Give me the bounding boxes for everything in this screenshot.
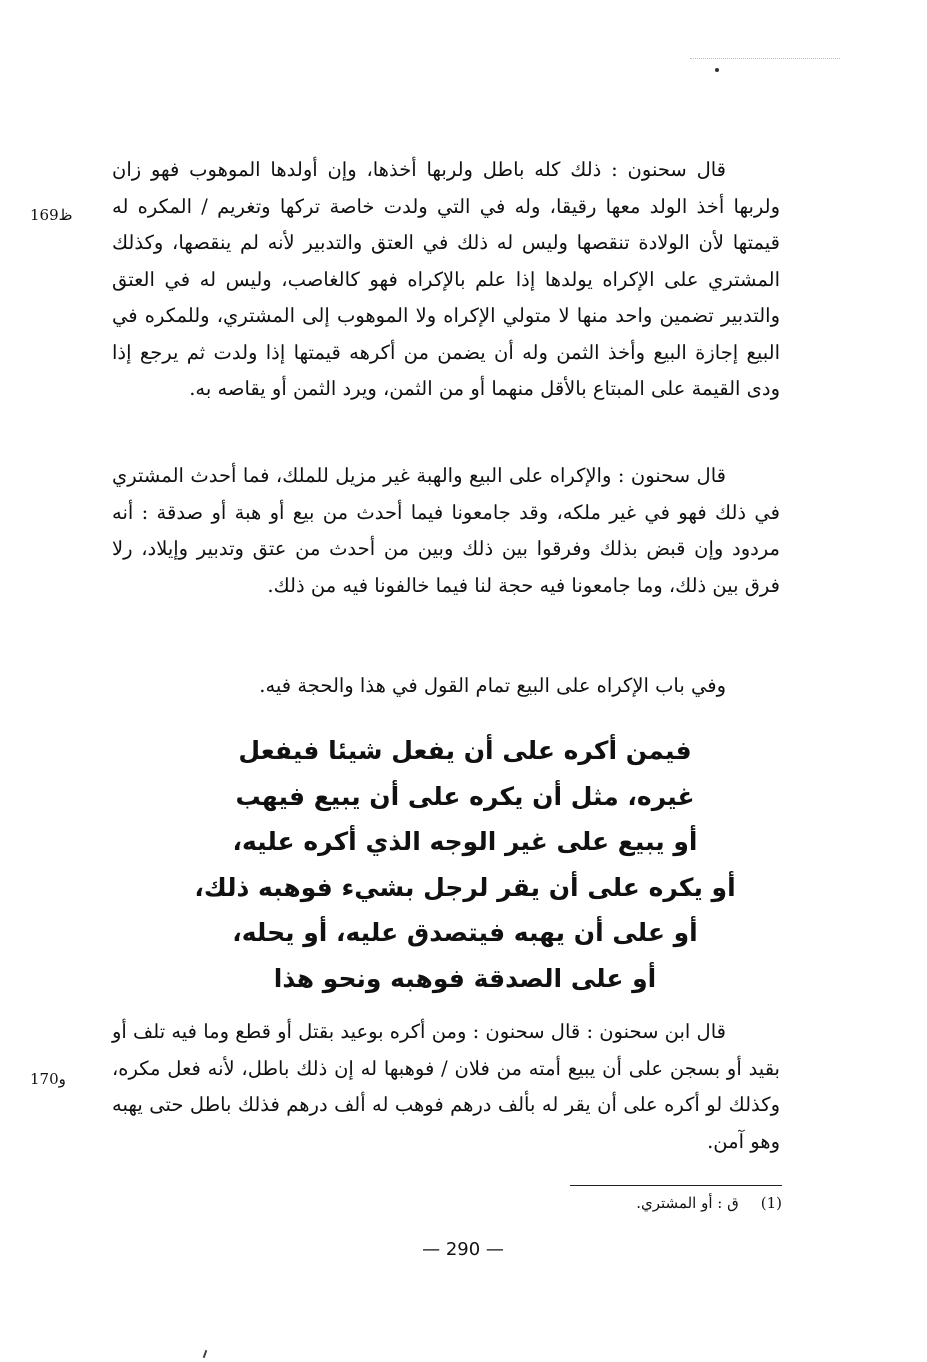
heading-line-3: أو يبيع على غير الوجه الذي أكره عليه،	[232, 827, 698, 856]
folio-marker-169: 169ظ	[30, 206, 73, 224]
paragraph-4-text: قال ابن سحنون : قال سحنون : ومن أكره بوعيد بقتل أو قطع وما فيه تلف أو بقيد أو بسجن على أن يبيع أمته من فلان / فوهبها له إن ذلك باطل، لأنه فعل مكره، وكذلك لو أكره على أن يقر له بألف درهم فوهب له ألف درهم فذلك باطل حتى يهبه وهو آمن.	[112, 1020, 780, 1153]
footnote-separator	[570, 1185, 782, 1186]
footnote-number: (1)	[760, 1194, 782, 1212]
paragraph-3	[112, 668, 780, 705]
paragraph-4	[112, 1014, 780, 1160]
folio-marker-170: 170و	[30, 1070, 66, 1088]
footnote-text: ق : أو المشتري.	[636, 1194, 739, 1212]
top-dotted-line	[690, 58, 840, 61]
paragraph-2	[112, 458, 780, 604]
paragraph-3-text: وفي باب الإكراه على البيع تمام القول في هذا والحجة فيه.	[259, 674, 726, 697]
page-number: — 290 —	[422, 1239, 504, 1260]
heading-line-5: أو على أن يهبه فيتصدق عليه، أو يحله،	[232, 918, 698, 947]
ink-tick	[203, 1350, 208, 1358]
heading-line-4: أو يكره على أن يقر لرجل بشيء فوهبه ذلك،	[194, 872, 736, 902]
paragraph-1	[112, 152, 780, 408]
paragraph-1-text: قال سحنون : ذلك كله باطل ولربها أخذها، وإن أولدها الموهوب فهو زان ولربها أخذ الولد معها رقيقا، وله في التي ولدت خاصة تركها وتغريم / المكره له قيمتها لأن الولادة تنقصها وليس له ذلك في العتق والتدبير لأنه لم ينقصها، وكذلك المشتري على الإكراه يولدها إذا علم بالإكراه فهو كالغاصب، وليس له في العتق والتدبير تضمين واحد منها لا متولي الإكراه ولا الموهوب إلى المشتري، وللمكره في البيع إجازة البيع وأخذ الثمن وله أن يضمن من أكرهه قيمتها إذا ولدت ثم يرجع إذا ودى القيمة على المبتاع بالأقل منهما أو من الثمن، ويرد الثمن أو يقاصه به.	[112, 158, 780, 400]
heading-line-2: غيره، مثل أن يكره على أن يبيع فيهب	[235, 781, 695, 811]
ink-dot	[715, 68, 719, 72]
heading-line-1: فيمن أكره على أن يفعل شيئا فيفعل	[238, 736, 692, 765]
heading-line-6: أو على الصدقة فوهبه ونحو هذا	[273, 963, 657, 993]
footnote	[430, 1192, 782, 1214]
section-heading	[150, 728, 780, 1001]
paragraph-2-text: قال سحنون : والإكراه على البيع والهبة غير مزيل للملك، فما أحدث المشتري في ذلك فهو في غير ملكه، وقد جامعونا فيما أحدث من بيع أو هبة أو صدقة : أنه مردود وإن قبض بذلك وفرقوا بين ذلك وبين من أحدث من عتق وتدبير وإيلاد، رلا فرق بين ذلك، وما جامعونا فيه حجة لنا فيما خالفونا فيه من ذلك.	[112, 464, 780, 597]
